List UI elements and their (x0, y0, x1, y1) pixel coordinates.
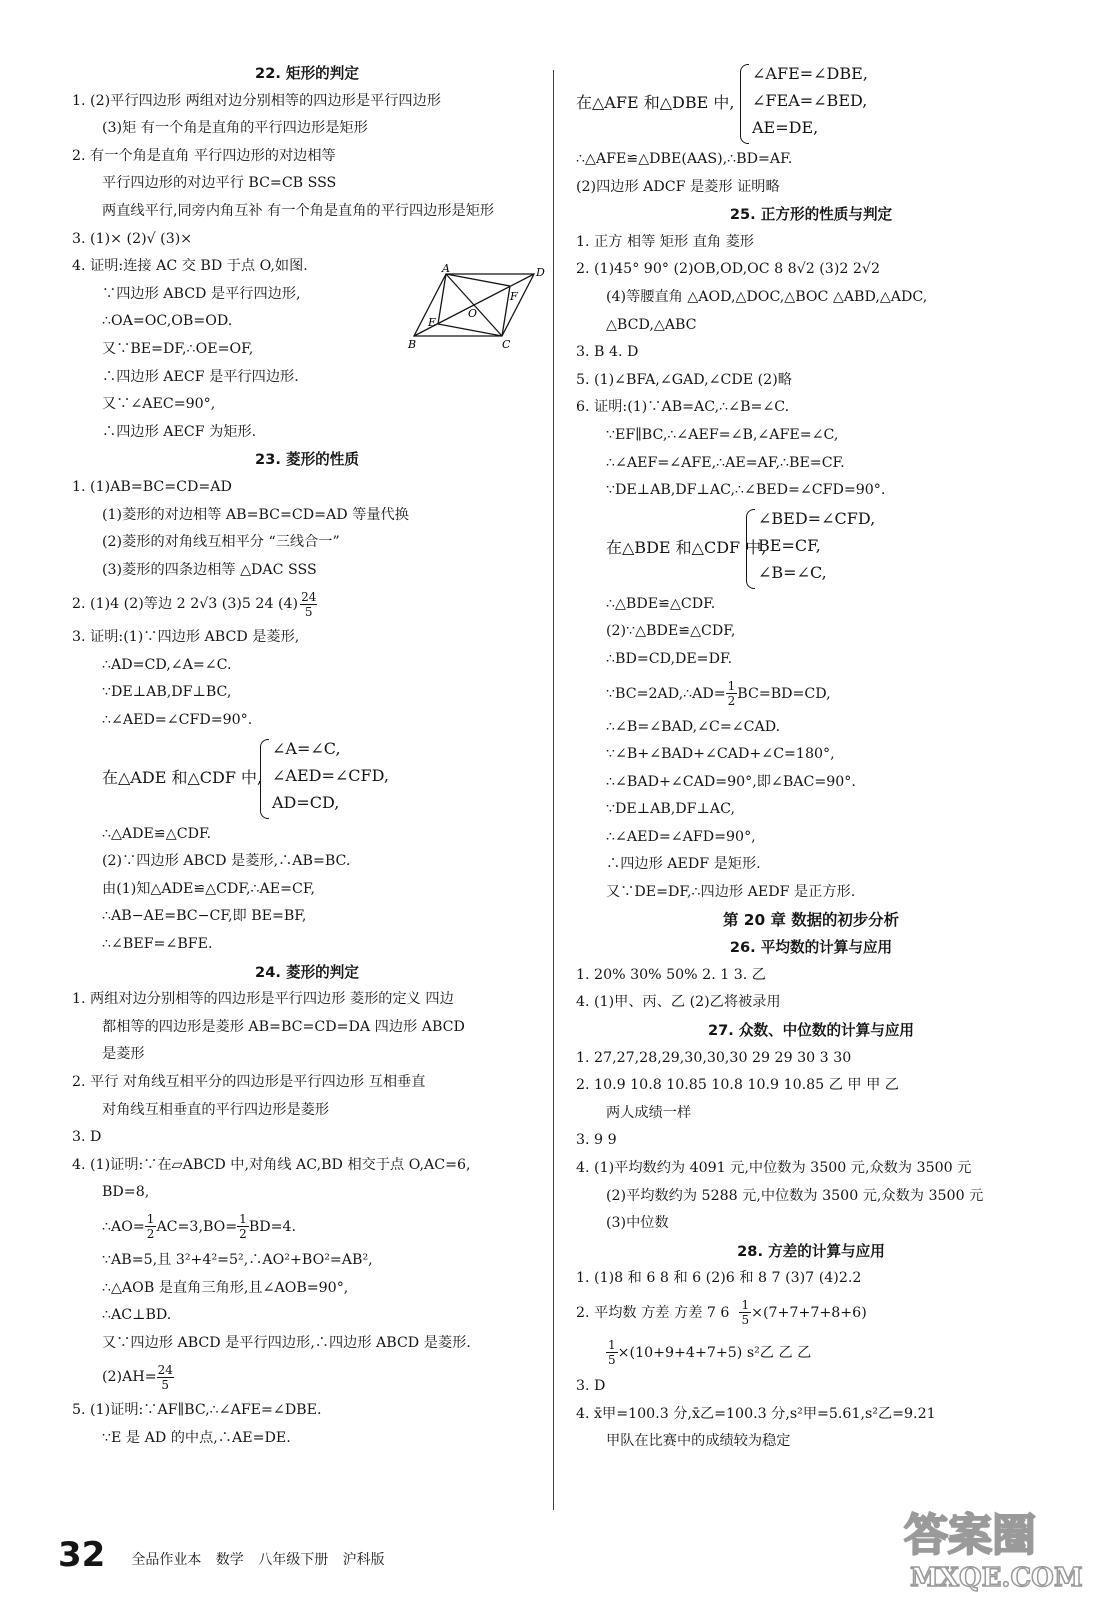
text-line: (3)矩 有一个角是直角的平行四边形是矩形 (102, 120, 368, 137)
text-line: ∴△BDE≌△CDF. (606, 595, 716, 612)
brace-prefix: 在△BDE 和△CDF 中, (606, 537, 767, 557)
fraction: $\frac{1}{2}$ (146, 1212, 155, 1242)
text-line: 4. 证明:连接 AC 交 BD 于点 O,如图. (72, 258, 308, 275)
brace-prefix: 在△ADE 和△CDF 中, (102, 767, 263, 787)
text-line: (1)菱形的对边相等 AB=BC=CD=AD 等量代换 (102, 506, 409, 523)
watermark-url: MXQE.COM (910, 1563, 1083, 1592)
page-footer (58, 1532, 385, 1575)
fig-label-c: C (502, 338, 511, 351)
text-line: 3. 9 9 (576, 1132, 617, 1149)
fraction: $\frac{1}{2}$ (727, 679, 736, 708)
text-line: ∴∠BEF=∠BFE. (102, 936, 213, 953)
text-line-fraction: (2)AH= $\frac{24}{5}$ (102, 1362, 173, 1392)
brace-items: ∠A=∠C, ∠AED=∠CFD, AD=CD, (272, 738, 389, 812)
text-line: 又∵DE=DF,∴四边形 AEDF 是正方形. (606, 884, 856, 901)
text-line: ∵DE⊥AB,DF⊥AC, (606, 801, 735, 818)
text-line: 5. (1)证明:∵AF∥BC,∴∠AFE=∠DBE. (72, 1402, 322, 1419)
text-line: (3)菱形的四条边相等 △DAC SSS (102, 561, 317, 578)
text-line: 两人成绩一样 (606, 1104, 692, 1121)
text-line: 两直线平行,同旁内角互补 有一个角是直角的平行四边形是矩形 (102, 202, 495, 219)
left-brace (746, 509, 755, 589)
text-line: ∵E 是 AD 的中点,∴AE=DE. (102, 1429, 291, 1446)
text-line: (2)∵△BDE≌△CDF, (606, 623, 736, 640)
text-line: ∵四边形 ABCD 是平行四边形, (102, 285, 301, 302)
text-line: (2)平均数约为 5288 元,中位数为 3500 元,众数为 3500 元 (606, 1187, 984, 1204)
text-line: 平行四边形的对边平行 BC=CB SSS (102, 175, 337, 192)
text-line: 2. 有一个角是直角 平行四边形的对边相等 (72, 147, 336, 164)
text-line: ∴AB−AE=BC−CF,即 BE=BF, (102, 908, 307, 925)
text-line: 都相等的四边形是菱形 AB=BC=CD=DA 四边形 ABCD (102, 1018, 465, 1035)
brace-items: ∠BED=∠CFD, BE=CF, ∠B=∠C, (758, 508, 876, 582)
text-line: 1. 20% 30% 50% 2. 1 3. 乙 (576, 966, 766, 983)
fig-label-a: A (442, 262, 450, 275)
right-column (576, 60, 1046, 1456)
text-line: 3. D (576, 1377, 606, 1394)
text-line: (3)中位数 (606, 1215, 669, 1232)
text-line: ∴∠BAD+∠CAD=90°,即∠BAC=90°. (606, 773, 856, 790)
text-line: 1. (2)平行四边形 两组对边分别相等的四边形是平行四边形 (72, 92, 441, 109)
section-26-title: 26. 平均数的计算与应用 (729, 939, 893, 957)
column-divider (553, 70, 554, 1510)
text-line: (2)∵四边形 ABCD 是菱形,∴AB=BC. (102, 853, 351, 870)
text-line: 又∵四边形 ABCD 是平行四边形,∴四边形 ABCD 是菱形. (102, 1334, 471, 1351)
text-line: 2. 平行 对角线互相平分的四边形是平行四边形 互相垂直 (72, 1074, 426, 1090)
text-line-fraction: 2. (1)4 (2)等边 2 2√3 (3)5 24 (4) $\frac{24}{5}$ (72, 589, 317, 619)
text-line: 3. B 4. D (576, 344, 639, 361)
book-info: 全品作业本 数学 八年级下册 沪科版 (131, 1552, 385, 1568)
text-line: 3. (1)× (2)√ (3)× (72, 230, 193, 247)
text-line: 又∵∠AEC=90°, (102, 396, 216, 413)
left-brace (260, 739, 269, 819)
brace-system (576, 505, 1046, 591)
fraction: $\frac{1}{5}$ (608, 1338, 616, 1368)
fraction: $\frac{1}{2}$ (239, 1212, 247, 1242)
section-24-title: 24. 菱形的判定 (255, 963, 359, 981)
text-line: 1. (1)8 和 6 8 和 6 (2)6 和 8 7 (3)7 (4)2.2 (576, 1270, 862, 1287)
section-27-title: 27. 众数、中位数的计算与应用 (707, 1022, 915, 1040)
text-line: 是菱形 (102, 1046, 145, 1063)
text-line: ∴△AFE≌△DBE(AAS),∴BD=AF. (576, 151, 793, 167)
text-line: ∴OA=OC,OB=OD. (102, 313, 233, 330)
fig-label-b: B (408, 338, 417, 351)
text-line: ∵∠B+∠BAD+∠CAD+∠C=180°, (606, 746, 835, 763)
text-line: 4. (1)平均数约为 4091 元,中位数为 3500 元,众数为 3500 元 (576, 1160, 972, 1176)
text-line: ∴∠AEF=∠AFE,∴AE=AF,∴BE=CF. (606, 454, 845, 471)
fig-label-d: D (536, 266, 545, 279)
text-line: 5. (1)∠BFA,∠GAD,∠CDE (2)略 (576, 371, 792, 388)
text-line-fraction: ∵BC=2AD,∴AD= $\frac{1}{2}$ BC=BD=CD, (606, 679, 831, 708)
section-23-title: 23. 菱形的性质 (255, 451, 359, 469)
fraction: $\frac{1}{5}$ (741, 1298, 750, 1328)
text-line: 4. (1)甲、丙、乙 (2)乙将被录用 (576, 994, 781, 1011)
text-line: 对角线互相垂直的平行四边形是菱形 (102, 1101, 330, 1118)
text-line: ∴四边形 AEDF 是矩形. (606, 856, 761, 873)
fig-label-e: E (428, 316, 437, 329)
text-line: ∵EF∥BC,∴∠AEF=∠B,∠AFE=∠C, (606, 426, 839, 443)
text-line: ∴∠B=∠BAD,∠C=∠CAD. (606, 718, 781, 735)
text-line: 甲队在比赛中的成绩较为稳定 (606, 1433, 791, 1450)
text-line: ∴△AOB 是直角三角形,且∠AOB=90°, (102, 1279, 349, 1296)
fig-label-f: F (510, 290, 518, 303)
text-line: (2)四边形 ADCF 是菱形 证明略 (576, 178, 780, 195)
text-line: ∴∠AED=∠AFD=90°, (606, 828, 756, 845)
page-number: 32 (58, 1535, 106, 1575)
text-line: 又∵BE=DF,∴OE=OF, (102, 340, 254, 357)
text-line: 1. 正方 相等 矩形 直角 菱形 (576, 233, 754, 250)
text-line: 2. (1)45° 90° (2)OB,OD,OC 8 8√2 (3)2 2√2 (576, 261, 880, 278)
left-brace (740, 64, 749, 144)
text-line-fraction: $\frac{1}{5}$ ×(10+9+4+7+5) s²乙 乙 乙 (608, 1338, 812, 1368)
section-25-title: 25. 正方形的性质与判定 (729, 206, 893, 224)
text-line: ∴BD=CD,DE=DF. (606, 650, 733, 667)
text-line: 6. 证明:(1)∵AB=AC,∴∠B=∠C. (576, 399, 790, 416)
fraction: $\frac{24}{5}$ (157, 1362, 173, 1392)
text-line: ∵AB=5,且 3²+4²=5²,∴AO²+BO²=AB², (102, 1251, 373, 1268)
text-line: 2. 10.9 10.8 10.85 10.8 10.9 10.85 乙 甲 甲 乙 (576, 1077, 899, 1094)
text-line: ∴△ADE≌△CDF. (102, 825, 212, 842)
brace-system (72, 735, 542, 821)
text-line: (2)菱形的对角线互相平分 “三线合一” (102, 534, 340, 551)
parallelogram-figure (404, 262, 550, 352)
text-line: ∴AC⊥BD. (102, 1307, 172, 1324)
text-line: ∴AD=CD,∠A=∠C. (102, 656, 232, 673)
fraction: $\frac{24}{5}$ (301, 589, 317, 619)
chapter-20-title: 第 20 章 数据的初步分析 (722, 910, 899, 929)
text-line: 由(1)知△ADE≌△CDF,∴AE=CF, (102, 880, 316, 897)
watermark-logo (896, 1500, 1086, 1592)
text-line: (4)等腰直角 △AOD,△DOC,△BOC △ABD,△ADC, (606, 288, 928, 305)
text-line: ∴四边形 AECF 是平行四边形. (102, 368, 299, 385)
text-line: 1. 27,27,28,29,30,30,30 29 29 30 3 30 (576, 1049, 852, 1066)
text-line: BD=8, (102, 1184, 150, 1201)
section-28-title: 28. 方差的计算与应用 (737, 1242, 885, 1260)
text-line: 4. (1)证明:∵在▱ABCD 中,对角线 AC,BD 相交于点 O,AC=6, (72, 1156, 471, 1173)
text-line: 1. (1)AB=BC=CD=AD (72, 478, 232, 495)
text-line: 3. 证明:(1)∵四边形 ABCD 是菱形, (72, 629, 300, 646)
text-line: 1. 两组对边分别相等的四边形是平行四边形 菱形的定义 四边 (72, 991, 454, 1008)
section-22-title: 22. 矩形的判定 (255, 65, 359, 82)
text-line: 4. x̄甲=100.3 分,x̄乙=100.3 分,s²甲=5.61,s²乙=9.21 (576, 1405, 936, 1422)
text-line: ∵DE⊥AB,DF⊥BC, (102, 684, 232, 701)
brace-prefix: 在△AFE 和△DBE 中, (576, 93, 735, 112)
text-line: ∴∠AED=∠CFD=90°. (102, 712, 253, 729)
text-line: 3. D (72, 1129, 102, 1146)
text-line: △BCD,△ABC (606, 316, 697, 333)
fig-label-o: O (468, 307, 478, 320)
text-line-fraction: 2. 平均数 方差 方差 7 6 $\frac{1}{5}$ ×(7+7+7+8+6) (576, 1298, 867, 1328)
text-line: ∵DE⊥AB,DF⊥AC,∴∠BED=∠CFD=90°. (606, 482, 886, 499)
brace-system (576, 60, 1046, 146)
brace-items: ∠AFE=∠DBE, ∠FEA=∠BED, AE=DE, (752, 64, 868, 137)
text-line: ∴四边形 AECF 为矩形. (102, 423, 257, 440)
watermark-text: 答案圈 (904, 1510, 1036, 1561)
text-line-fraction: ∴AO= $\frac{1}{2}$ AC=3,BO= $\frac{1}{2}$ BD=4. (102, 1212, 297, 1242)
